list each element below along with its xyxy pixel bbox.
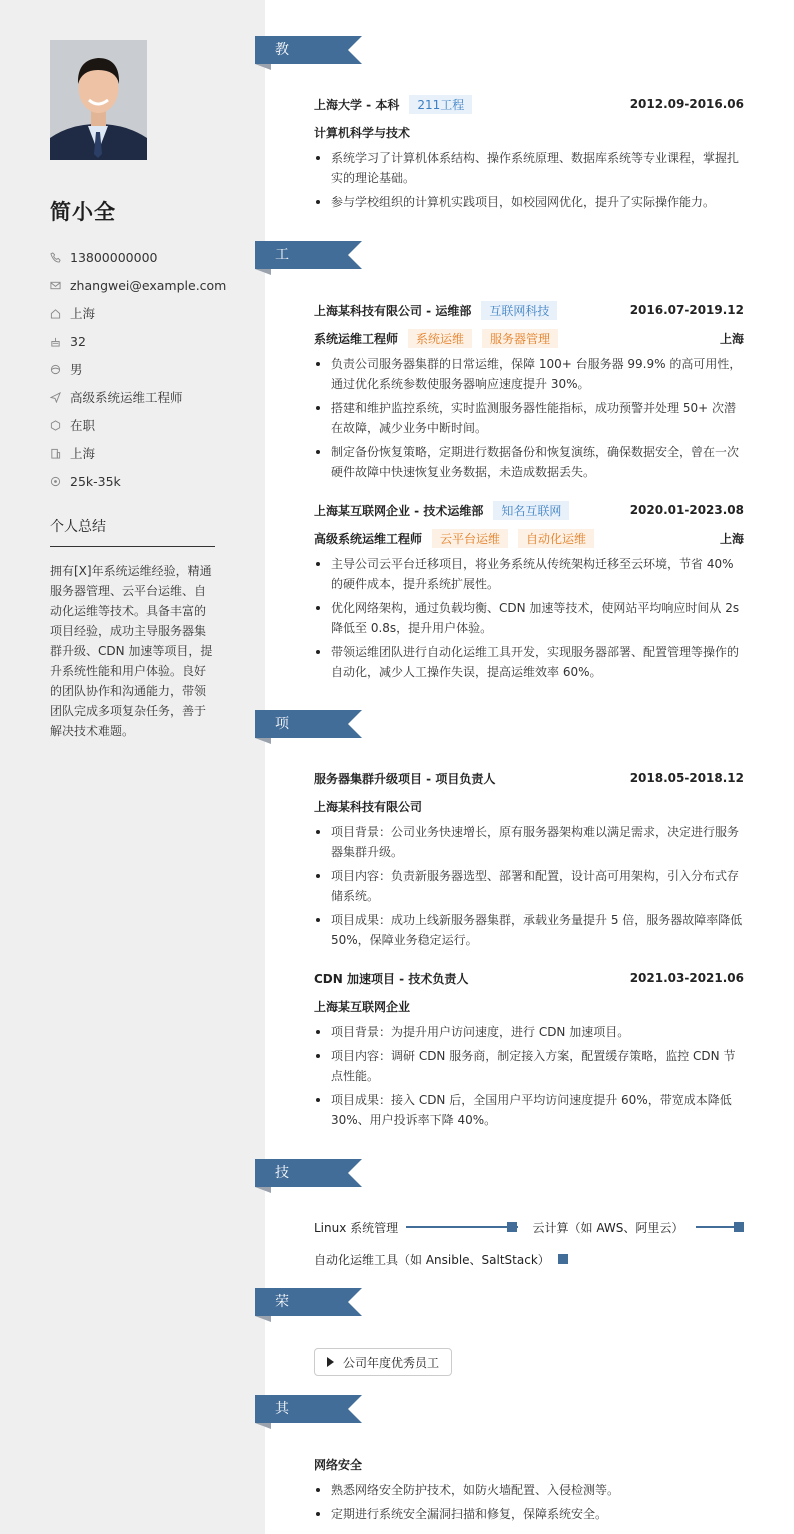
work-industry-tag: 知名互联网 [493,501,569,520]
work-skill-tag: 服务器管理 [482,329,558,348]
education-date: 2012.09-2016.06 [629,97,744,111]
list-item: 制定备份恢复策略，定期进行数据备份和恢复演练，确保数据安全，曾在一次硬件故障中快速恢复业务数据，未造成数据丢失。 [314,442,744,482]
project-date: 2021.03-2021.06 [629,971,744,985]
info-city [50,439,226,467]
list-item: 熟悉网络安全防护技术，如防火墙配置、入侵检测等。 [314,1480,744,1500]
info-location [50,299,226,327]
work-date: 2020.01-2023.08 [629,503,744,517]
project-date: 2018.05-2018.12 [629,771,744,785]
project-title: CDN 加速项目 - 技术负责人 [314,971,469,986]
skill-bar [406,1226,518,1228]
play-icon [327,1357,334,1367]
list-item: 项目内容：调研 CDN 服务商，制定接入方案，配置缓存策略，监控 CDN 节点性能。 [314,1046,744,1086]
award-badge [314,1348,452,1376]
info-age [50,327,226,355]
mail-icon [50,280,70,291]
section-title-work: 工作经历 [275,247,290,347]
list-item: 负责公司服务器集群的日常运维，保障 100+ 台服务器 99.9% 的高可用性，通过优化系统参数使服务器响应速度提升 30%。 [314,354,744,394]
info-city-text: 上海 [70,446,96,461]
education-major: 计算机科学与技术 [314,125,411,140]
home-icon [50,308,70,319]
list-item: 定期进行系统安全漏洞扫描和修复，保障系统安全。 [314,1504,744,1524]
project-entry-1 [314,764,744,954]
info-phone [50,243,226,271]
info-age-text: 32 [70,333,86,349]
send-icon [50,392,70,403]
age-icon [50,336,70,347]
work-city: 上海 [719,331,744,346]
contact-info-list [50,243,226,495]
section-title-skills: 技能专长 [275,1165,290,1265]
list-item: 搭建和维护监控系统，实时监测服务器性能指标，成功预警并处理 50+ 次潜在故障，减少业务中断时间。 [314,398,744,438]
work-city: 上海 [719,531,744,546]
info-salary [50,467,226,495]
profile-photo [50,40,147,160]
gender-icon [50,364,70,375]
info-salary-text: 25k-35k [70,473,121,489]
info-phone-text: 13800000000 [70,249,158,265]
other-title: 网络安全 [314,1457,363,1472]
list-item: 优化网络架构，通过负载均衡、CDN 加速等技术，使网站平均响应时间从 2s 降低至 0.8s，提升用户体验。 [314,598,744,638]
skill-name: 云计算（如 AWS、阿里云） [532,1220,684,1235]
work-position: 高级系统运维工程师 [314,531,423,546]
skill-level-marker [507,1222,517,1232]
info-position [50,383,226,411]
award-label: 公司年度优秀员工 [343,1355,440,1370]
skill-bar [696,1226,744,1228]
project-entry-2 [314,964,744,1134]
work-skill-tag: 自动化运维 [518,529,594,548]
skill-item [533,1219,744,1236]
project-org: 上海某互联网企业 [314,999,411,1014]
section-title-project: 项目经历 [275,716,290,816]
skill-name: Linux 系统管理 [314,1220,399,1235]
list-item: 项目成果：接入 CDN 后，全国用户平均访问速度提升 60%，带宽成本降低 30%、用户投诉率下降 40%。 [314,1090,744,1130]
info-status [50,411,226,439]
list-item: 参与学校组织的计算机实践项目，如校园网优化，提升了实际操作能力。 [314,192,744,212]
skill-name: 自动化运维工具（如 Ansible、SaltStack） [314,1252,550,1267]
list-item: 项目内容：负责新服务器选型、部署和配置，设计高可用架构，引入分布式存储系统。 [314,866,744,906]
candidate-name: 简小全 [50,200,116,224]
list-item: 项目背景：公司业务快速增长，原有服务器架构难以满足需求，决定进行服务器集群升级。 [314,822,744,862]
phone-icon [50,252,70,263]
list-item: 项目背景：为提升用户访问速度，进行 CDN 加速项目。 [314,1022,744,1042]
section-title-education: 教育经历 [275,42,290,142]
work-skill-tag: 云平台运维 [432,529,508,548]
list-item: 项目成果：成功上线新服务器集群，承载业务量提升 5 倍，服务器故障率降低 50%，保障业务稳定运行。 [314,910,744,950]
work-entry-1 [314,296,744,486]
info-gender-text: 男 [70,362,83,377]
salary-icon [50,476,70,487]
list-item: 主导公司云平台迁移项目，将业务系统从传统架构迁移至云环境，节省 40% 的硬件成本，提升系统扩展性。 [314,554,744,594]
section-title-other: 其他信息 [275,1401,290,1501]
work-date: 2016.07-2019.12 [629,303,744,317]
sidebar [0,0,265,1534]
work-skill-tag: 系统运维 [408,329,472,348]
education-tag: 211工程 [409,95,472,114]
work-entry-2 [314,496,744,686]
skill-bar [558,1258,570,1260]
education-school: 上海大学 - 本科 [314,97,400,112]
skill-item [314,1219,533,1236]
info-gender [50,355,226,383]
section-title-honors: 荣誉奖项 [275,1294,290,1394]
skill-level-marker [734,1222,744,1232]
summary-title: 个人总结 [50,516,215,547]
info-position-text: 高级系统运维工程师 [70,390,183,405]
education-entry [314,90,744,216]
project-org: 上海某科技有限公司 [314,799,423,814]
other-entry [314,1450,744,1528]
status-icon [50,420,70,431]
list-item: 带领运维团队进行自动化运维工具开发，实现服务器部署、配置管理等操作的自动化，减少人工操作失误，提高运维效率 60%。 [314,642,744,682]
project-title: 服务器集群升级项目 - 项目负责人 [314,771,496,786]
skill-level-marker [558,1254,568,1264]
honors-list [314,1348,744,1376]
info-status-text: 在职 [70,418,96,433]
info-email [50,271,226,299]
skill-item [314,1251,570,1268]
list-item: 系统学习了计算机体系结构、操作系统原理、数据库系统等专业课程，掌握扎实的理论基础。 [314,148,744,188]
summary-text: 拥有[X]年系统运维经验，精通服务器管理、云平台运维、自动化运维等技术。具备丰富的项目经验，成功主导服务器集群升级、CDN 加速等项目，提升系统性能和用户体验。良好的团队协作和沟通能力，带领团队完成多项复杂任务，善于解决技术难题。 [50,564,213,738]
work-company: 上海某科技有限公司 - 运维部 [314,303,472,318]
skills-list [314,1217,744,1269]
work-industry-tag: 互联网科技 [481,301,557,320]
work-position: 系统运维工程师 [314,331,399,346]
building-icon [50,448,70,459]
work-company: 上海某互联网企业 - 技术运维部 [314,503,484,518]
info-location-text: 上海 [70,306,96,321]
main-content [255,0,794,1534]
info-email-text: zhangwei@example.com [70,277,227,293]
